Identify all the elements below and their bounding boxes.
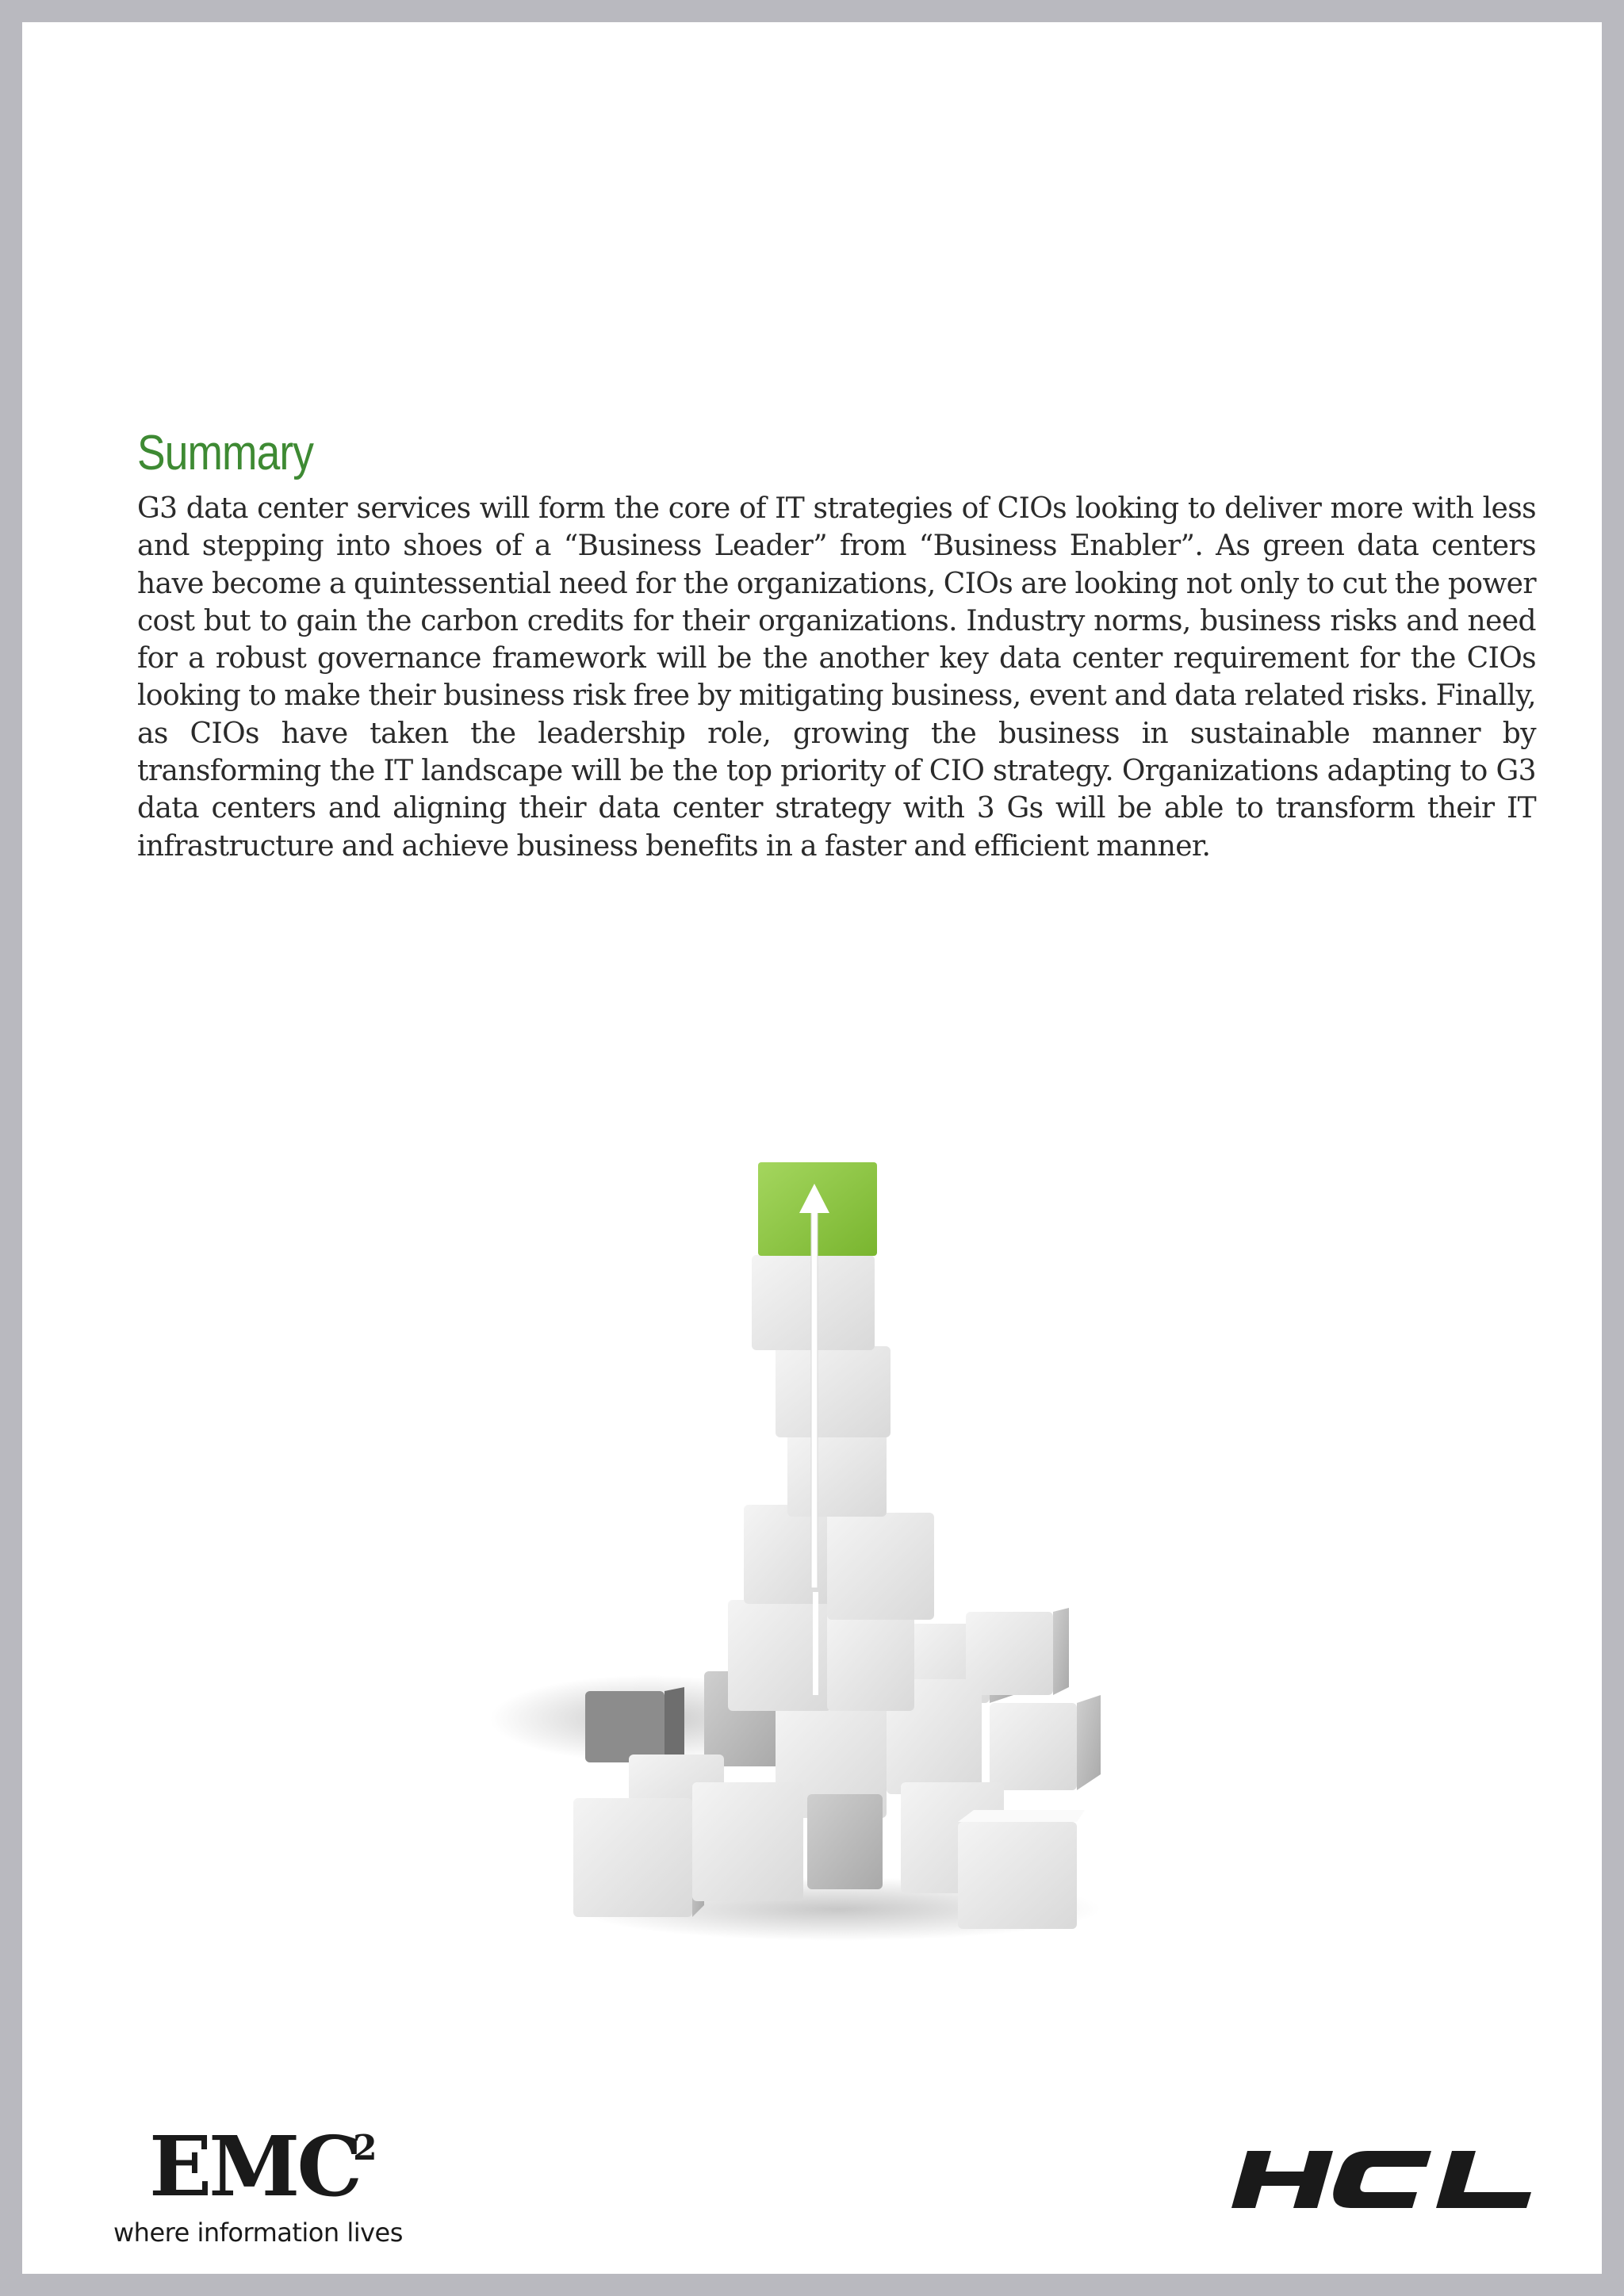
cube [827,1608,914,1711]
cube [958,1810,1085,1929]
document-page [22,22,1602,2274]
cube [585,1687,684,1762]
hcl-logo [1231,2151,1537,2208]
cube [776,1346,891,1437]
emc-wordmark: EMC [149,2118,360,2215]
cube [827,1513,934,1620]
cube [787,1433,887,1517]
emc-logo [113,2118,446,2258]
cube [573,1792,704,1917]
emc-tagline: where information lives [113,2218,403,2248]
emc-superscript: 2 [353,2128,377,2168]
summary-heading: Summary [137,426,314,480]
cube [692,1782,803,1901]
summary-paragraph: G3 data center services will form the core of IT strategies of CIOs looking to deliver more with less and stepping into shoes of a “Business Leader” from “Business Enabler”. As green data centers have become a quintessential need for the organizations, CIOs are looking not only to cut the power cost but to gain the carbon credits for their organizations. Industry norms, business risks and need for a robust governance framework will be the another key data center requirement for the CIOs looking to make their business risk free by mitigating business, event and data related risks. Finally, as CIOs have taken the leadership role, growing the business in sustainable manner by transforming the IT landscape will be the top priority of CIO strategy. Organizations adapting to G3 data centers and aligning their data center strategy with 3 Gs will be able to transform their IT infrastructure and achieve business benefits in a faster and efficient manner. [137,492,1536,863]
cube [966,1608,1069,1695]
cube [807,1794,883,1889]
cube [990,1695,1101,1790]
stacked-cubes-illustration [466,1148,1164,1941]
